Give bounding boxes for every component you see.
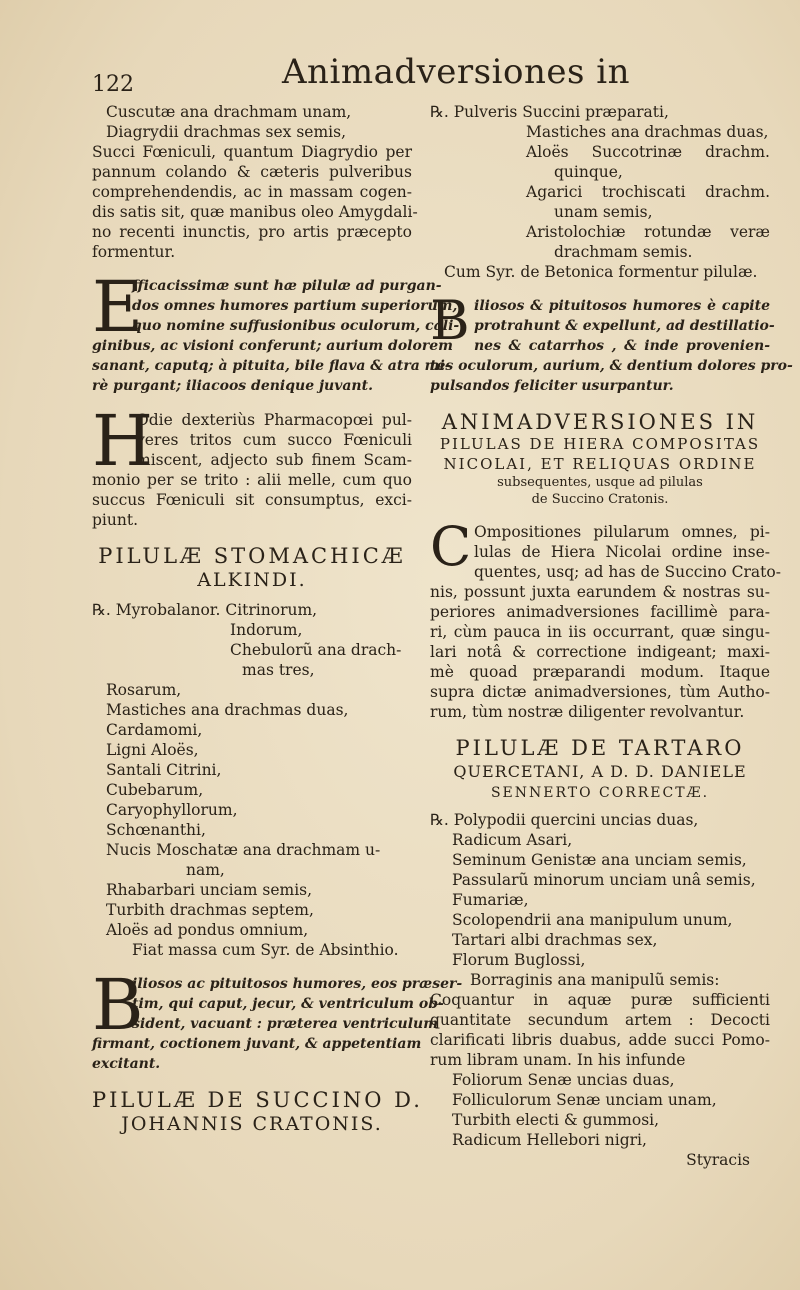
drop-cap: B (430, 289, 470, 352)
italic-line: fficacissimæ sunt hæ pilulæ ad purgan- (132, 278, 442, 294)
section-heading: ALKINDI. (197, 569, 307, 591)
recipe-line: Florum Buglossi, (452, 951, 586, 969)
italic-line: quo nomine suffusionibus oculorum, cali- (132, 318, 460, 334)
italic-line: excitant. (92, 1056, 161, 1072)
recipe-line: quinque, (554, 163, 623, 181)
recipe-line: Scolopendrii ana manipulum unum, (452, 911, 733, 929)
text-line: succus Fœniculi sit consumptus, exci- (92, 491, 412, 509)
recipe-line: Agarici trochiscati drachm. (526, 183, 770, 201)
recipe-line: clarificati libris duabus, adde succi Pomo- (430, 1031, 770, 1049)
recipe-line: Folliculorum Senæ unciam unam, (452, 1091, 717, 1109)
italic-line: ginibus, ac visioni conferunt; aurium dolorem (92, 338, 453, 354)
recipe-line: mas tres, (242, 661, 315, 679)
text-line: mè quoad præparandi modum. Itaque (430, 663, 770, 681)
italic-line: iliosos & pituitosos humores è capite (474, 298, 770, 314)
recipe-line: Radicum Hellebori nigri, (452, 1131, 647, 1149)
section-heading: SENNERTO CORRECTÆ. (490, 785, 710, 801)
drop-cap: B (92, 964, 144, 1046)
text-line: Cuscutæ ana drachmam unam, (106, 103, 352, 121)
text-line: lulas de Hiera Nicolai ordine inse- (474, 543, 770, 561)
subheading: de Succino Cratonis. (531, 492, 669, 507)
italic-line: rè purgant; iliacoos denique juvant. (92, 378, 373, 394)
recipe-line: Schœnanthi, (106, 821, 206, 839)
recipe-stomachicae (92, 600, 412, 960)
recipe-line: ℞. Pulveris Succini præparati, (430, 103, 669, 121)
recipe-line: Fumariæ, (452, 891, 529, 909)
recipe-line: Mastiches ana drachmas duas, (106, 701, 349, 719)
recipe-line: Fiat massa cum Syr. de Absinthio. (132, 941, 399, 959)
recipe-line: nam, (186, 861, 225, 879)
text-line: formentur. (92, 243, 176, 261)
text-line: periores animadversiones facillimè para- (430, 603, 770, 621)
italic-line: nes & catarrhos , & inde provenien- (474, 338, 770, 354)
text-line: Odie dexteriùs Pharmacopœi pul- (136, 411, 412, 429)
text-line: rum, tùm nostræ diligenter revolvantur. (430, 703, 745, 721)
recipe-line: Aloës Succotrinæ drachm. (526, 143, 770, 161)
page-header (92, 52, 772, 100)
section-heading: PILULÆ STOMACHICÆ (98, 544, 406, 568)
recipe-line: Chebulorũ ana drach- (230, 641, 402, 659)
drop-cap: H (92, 400, 154, 482)
paragraph-hodie (92, 400, 412, 530)
page-number: 122 (92, 72, 134, 97)
recipe-line: Cum Syr. de Betonica formentur pilulæ. (444, 263, 758, 281)
recipe-line: Rosarum, (106, 681, 182, 699)
paragraph-compositiones (430, 515, 781, 722)
section-heading: PILULÆ DE SUCCINO D. (92, 1088, 423, 1112)
running-head: Animadversiones in (282, 52, 631, 92)
recipe-line: Tartari albi drachmas sex, (452, 931, 658, 949)
heading-pilulae-de-succino (92, 1088, 423, 1136)
left-top-text (92, 102, 418, 262)
text-line: Diagrydii drachmas sex semis, (106, 123, 346, 141)
recipe-line: Foliorum Senæ uncias duas, (452, 1071, 675, 1089)
text-line: supra dictæ animadversiones, tùm Autho- (430, 683, 770, 701)
recipe-line: rum libram unam. In his infunde (430, 1051, 686, 1069)
text-line: ri, cùm pauca in iis occurrant, quæ singu- (430, 623, 770, 641)
italic-line: dos omnes humores partium superiorum, (132, 298, 458, 314)
section-heading: ANIMADVERSIONES IN (441, 410, 759, 434)
recipe-line: Nucis Moschatæ ana drachmam u- (106, 841, 381, 859)
text-line: nis, possunt juxta earundem & nostras su- (430, 583, 770, 601)
recipe-line: ℞. Polypodii quercini uncias duas, (430, 811, 699, 829)
drop-cap: C (430, 515, 472, 578)
recipe-line: ℞. Myrobalanor. Citrinorum, (92, 601, 318, 619)
italic-line: sanant, caputq; à pituita, bile flava & atra mi- (92, 358, 451, 374)
right-column (430, 102, 793, 1170)
italic-line: tes oculorum, aurium, & dentium dolores pro- (430, 358, 793, 374)
recipe-line: Borraginis ana manipulũ semis: (470, 971, 720, 989)
recipe-tartaro (430, 810, 770, 1150)
section-heading: QUERCETANI, A D. D. DANIELE (453, 762, 747, 781)
paragraph-biliosos (92, 964, 463, 1074)
recipe-line: Ligni Aloës, (106, 741, 199, 759)
text-line: pannum colando & cæteris pulveribus (92, 163, 412, 181)
subheading: subsequentes, usque ad pilulas (497, 475, 703, 490)
recipe-line: Aristolochiæ rotundæ veræ (526, 223, 770, 241)
section-heading: PILULÆ DE TARTARO (455, 736, 745, 760)
recipe-line: Turbith drachmas septem, (106, 901, 314, 919)
paragraph-biliosos-right (430, 289, 793, 396)
italic-line: iliosos ac pituitosos humores, eos præser- (132, 976, 463, 992)
text-line: quentes, usq; ad has de Succino Crato- (474, 563, 781, 581)
italic-line: pulsandos feliciter usurpantur. (430, 378, 674, 394)
italic-line: firmant, coctionem juvant, & appetentiam (92, 1036, 422, 1052)
text-line: Succi Fœniculi, quantum Diagrydio per (92, 143, 412, 161)
section-heading: JOHANNIS CRATONIS. (121, 1113, 383, 1135)
text-line: no recenti inunctis, pro artis præcepto (92, 223, 412, 241)
recipe-line: Passularũ minorum unciam unâ semis, (452, 871, 756, 889)
italic-line: protrahunt & expellunt, ad destillatio- (474, 318, 775, 334)
section-heading: NICOLAI, ET RELIQUAS ORDINE (443, 455, 757, 473)
recipe-line: Indorum, (230, 621, 303, 639)
recipe-line: Turbith electi & gummosi, (452, 1111, 660, 1129)
text-line: veres tritos cum succo Fœniculi (136, 431, 412, 449)
paragraph-efficacissimae (92, 266, 460, 396)
recipe-line: Caryophyllorum, (106, 801, 238, 819)
recipe-line: Coquantur in aquæ puræ sufficienti (430, 991, 770, 1009)
recipe-line: Mastiches ana drachmas duas, (526, 123, 769, 141)
recipe-line: quantitate secundum artem : Decocti (430, 1011, 770, 1029)
heading-pilulae-de-tartaro (430, 736, 770, 802)
left-column (92, 102, 463, 1136)
text-line: monio per se trito : alii melle, cum quo (92, 471, 412, 489)
text-line: comprehendendis, ac in massam cogen- (92, 183, 412, 201)
recipe-line: Aloës ad pondus omnium, (106, 921, 309, 939)
text-line: piunt. (92, 511, 139, 529)
text-line: miscent, adjecto sub finem Scam- (136, 451, 412, 469)
text-line: dis satis sit, quæ manibus oleo Amygdali- (92, 203, 418, 221)
recipe-line: Cardamomi, (106, 721, 203, 739)
recipe-line: Rhabarbari unciam semis, (106, 881, 313, 899)
drop-cap: E (92, 266, 144, 348)
recipe-line: unam semis, (554, 203, 653, 221)
section-heading: PILULAS DE HIERA COMPOSITAS (439, 435, 761, 453)
heading-pilulae-stomachicae (92, 544, 412, 592)
recipe-succini (430, 102, 770, 282)
text-line: lari notâ & correctione indigeant; maxi- (430, 643, 770, 661)
recipe-line: Cubebarum, (106, 781, 204, 799)
recipe-line: drachmam semis. (554, 243, 693, 261)
text-line: Ompositiones pilularum omnes, pi- (474, 523, 770, 541)
recipe-line: Seminum Genistæ ana unciam semis, (452, 851, 747, 869)
italic-line: tim, qui caput, jecur, & ventriculum ob- (132, 996, 444, 1012)
recipe-line: Santali Citrini, (106, 761, 222, 779)
heading-animadversiones (430, 410, 770, 508)
catchword: Styracis (686, 1151, 750, 1169)
italic-line: sident, vacuant : præterea ventriculum (132, 1016, 439, 1032)
recipe-line: Radicum Asari, (452, 831, 573, 849)
